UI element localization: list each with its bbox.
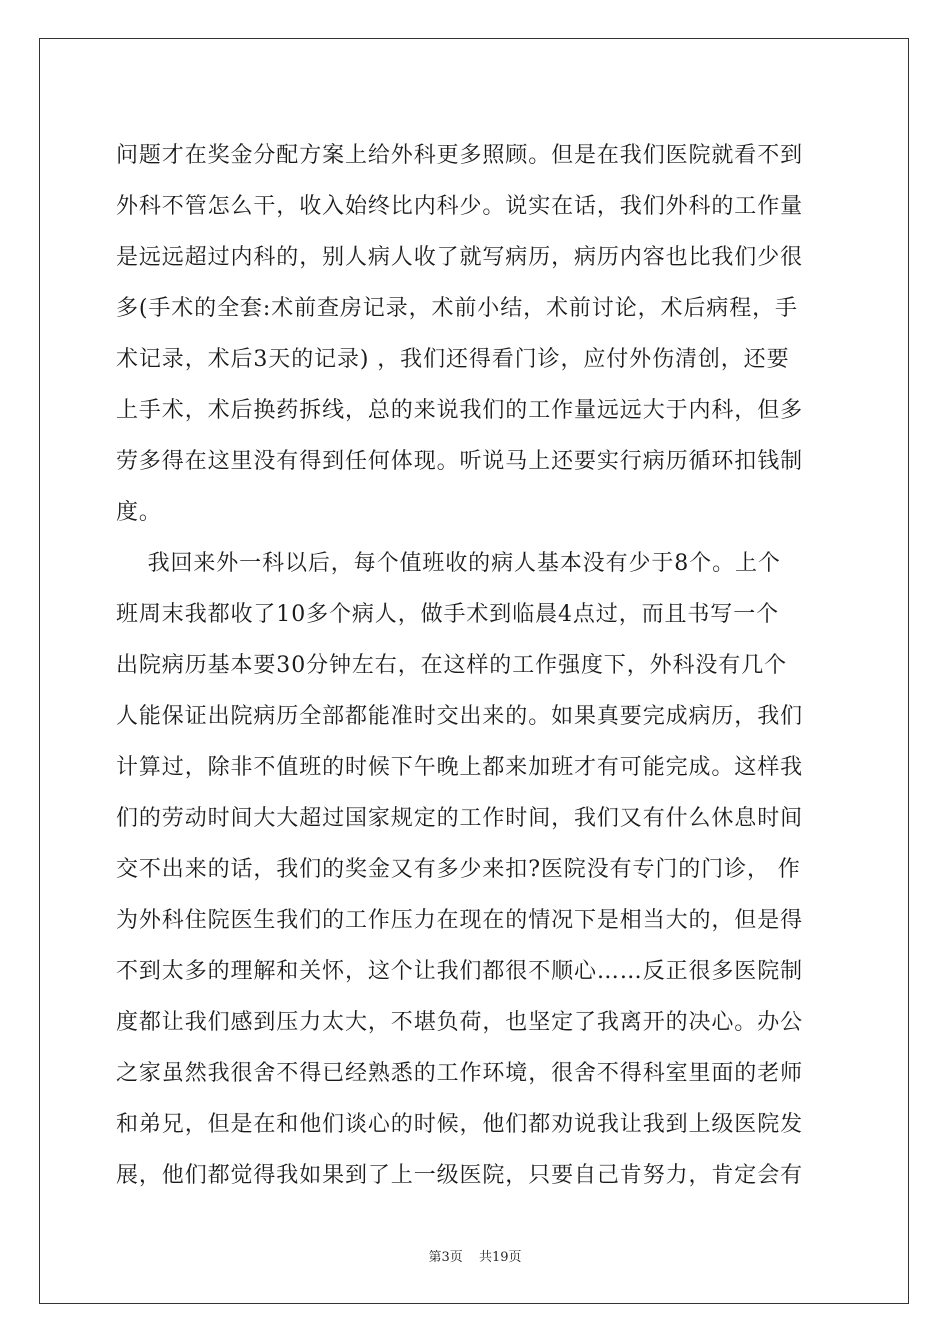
text-line: 劳多得在这里没有得到任何体现。听说马上还要实行病历循环扣钱制 (116, 449, 804, 474)
text-line: 之家虽然我很舍不得已经熟悉的工作环境，很舍不得科室里面的老师 (116, 1061, 804, 1086)
text-line: 计算过，除非不值班的时候下午晚上都来加班才有可能完成。这样我 (116, 755, 804, 780)
page-footer (0, 1246, 950, 1265)
text-line: 和弟兄，但是在和他们谈心的时候，他们都劝说我让我到上级医院发 (116, 1112, 804, 1137)
page-total: 共19页 (478, 1250, 522, 1265)
paragraph (116, 538, 836, 1201)
text-line: 不到太多的理解和关怀，这个让我们都很不顺心……反正很多医院制 (116, 959, 804, 984)
text-line: 度。 (116, 500, 162, 525)
text-line: 为外科住院医生我们的工作压力在现在的情况下是相当大的，但是得 (116, 908, 804, 933)
page-number: 第3页 (428, 1250, 463, 1265)
text-line: 问题才在奖金分配方案上给外科更多照顾。但是在我们医院就看不到 (116, 143, 804, 168)
text-line: 多(手术的全套:术前查房记录，术前小结，术前讨论，术后病程，手 (116, 296, 798, 321)
text-line: 展，他们都觉得我如果到了上一级医院，只要自己肯努力，肯定会有 (116, 1163, 804, 1188)
text-line: 人能保证出院病历全部都能准时交出来的。如果真要完成病历，我们 (116, 704, 804, 729)
text-line: 术记录，术后3天的记录) ，我们还得看门诊，应付外伤清创，还要 (116, 347, 790, 372)
paragraph (116, 130, 836, 538)
text-line: 是远远超过内科的，别人病人收了就写病历，病历内容也比我们少很 (116, 245, 804, 270)
text-line: 度都让我们感到压力太大，不堪负荷，也坚定了我离开的决心。办公 (116, 1010, 804, 1035)
document-body (116, 130, 836, 1201)
text-line: 交不出来的话，我们的奖金又有多少来扣?医院没有专门的门诊， 作 (116, 857, 801, 882)
text-line: 外科不管怎么干，收入始终比内科少。说实在话，我们外科的工作量 (116, 194, 804, 219)
text-line: 上手术，术后换药拆线，总的来说我们的工作量远远大于内科，但多 (116, 398, 804, 423)
text-line: 我回来外一科以后，每个值班收的病人基本没有少于8个。上个 (116, 551, 781, 576)
text-line: 们的劳动时间大大超过国家规定的工作时间，我们又有什么休息时间 (116, 806, 804, 831)
text-line: 班周末我都收了10多个病人，做手术到临晨4点过，而且书写一个 (116, 602, 779, 627)
text-line: 出院病历基本要30分钟左右，在这样的工作强度下，外科没有几个 (116, 653, 787, 678)
